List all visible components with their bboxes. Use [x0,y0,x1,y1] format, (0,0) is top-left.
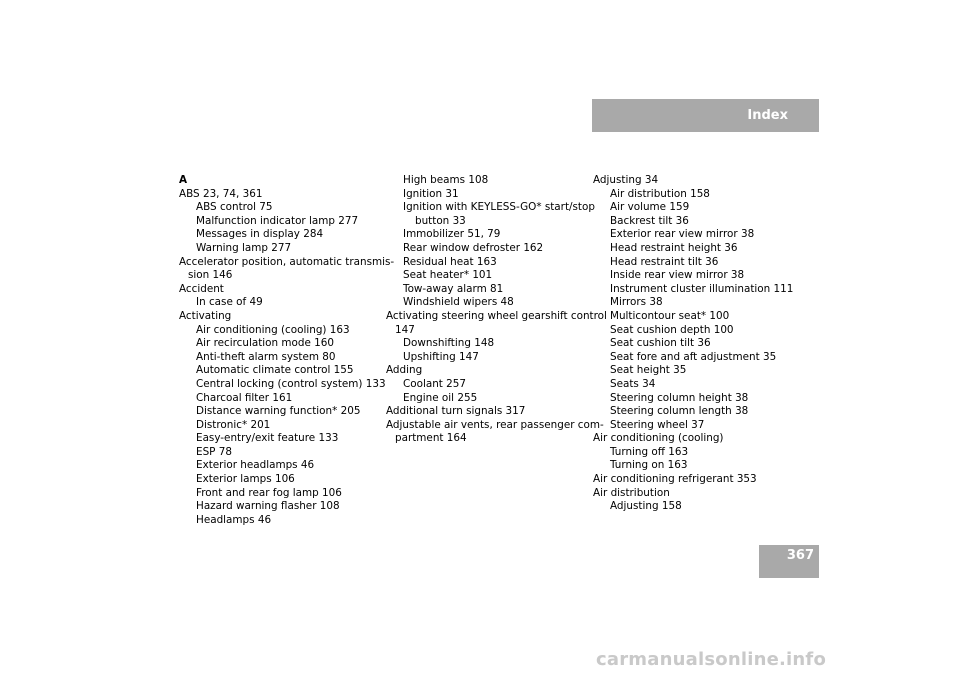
index-subentry: Mirrors 38 [610,296,663,309]
watermark: carmanualsonline.info [596,649,827,670]
index-subentry: Automatic climate control 155 [196,364,354,377]
index-subentry: Distronic* 201 [196,418,271,431]
index-column-3 [593,174,793,514]
index-entry: Activating [179,309,232,322]
index-subentry: Hazard warning flasher 108 [196,500,340,513]
index-subentry: Air volume 159 [610,201,690,214]
index-column-2 [386,174,607,446]
index-subentry: Warning lamp 277 [196,241,292,254]
index-entry: Adjustable air vents, rear passenger com- [386,418,604,431]
index-subentry: ABS control 75 [196,201,273,214]
index-subentry: Downshifting 148 [403,337,495,350]
index-subentry: Seat cushion depth 100 [610,323,734,336]
index-subentry: Exterior headlamps 46 [196,459,315,472]
index-entry-continuation: partment 164 [395,432,467,445]
index-subentry: Steering wheel 37 [610,418,705,431]
index-entry: Air conditioning refrigerant 353 [593,473,757,486]
header-tab [592,99,819,132]
index-subentry-continuation: button 33 [415,214,466,227]
index-subentry: Seat fore and aft adjustment 35 [610,350,777,363]
index-subentry: Charcoal filter 161 [196,391,293,404]
index-subentry: Anti-theft alarm system 80 [196,350,336,363]
index-subentry: Turning off 163 [610,445,689,458]
page-number: 367 [786,548,814,563]
index-subentry: Adjusting 158 [610,500,682,513]
index-subentry: Head restraint tilt 36 [610,255,719,268]
index-subentry: In case of 49 [196,296,263,309]
index-entry: Accident [179,282,224,295]
index-subentry: Multicontour seat* 100 [610,309,730,322]
page-number-tab [759,545,819,578]
index-subentry: High beams 108 [403,174,489,186]
index-subentry: Residual heat 163 [403,255,497,268]
index-subentry: Seat heater* 101 [403,269,493,282]
index-subentry: Tow-away alarm 81 [403,282,504,295]
index-subentry: Exterior rear view mirror 38 [610,228,755,241]
index-entry: Additional turn signals 317 [386,405,526,418]
section-letter: A [179,174,188,186]
index-subentry: Coolant 257 [403,377,467,390]
index-entry-continuation: 147 [395,323,415,336]
index-subentry: Seats 34 [610,377,656,390]
index-subentry: Rear window defroster 162 [403,241,544,254]
index-subentry: Air distribution 158 [610,187,710,200]
index-subentry: Air conditioning (cooling) 163 [196,323,350,336]
index-subentry: Front and rear fog lamp 106 [196,486,342,499]
index-subentry: Distance warning function* 205 [196,405,361,418]
index-subentry: Easy-entry/exit feature 133 [196,432,339,445]
index-subentry: Inside rear view mirror 38 [610,269,745,282]
index-subentry: Seat cushion tilt 36 [610,337,711,350]
index-subentry: Windshield wipers 48 [403,296,514,309]
index-subentry: ESP 78 [196,445,232,458]
index-subentry: Instrument cluster illumination 111 [610,282,794,295]
index-subentry: Steering column length 38 [610,405,749,418]
index-entry-continuation: sion 146 [188,269,233,282]
index-subentry: Air recirculation mode 160 [196,337,335,350]
index-entry: Activating steering wheel gearshift control [386,309,607,322]
index-subentry: Head restraint height 36 [610,241,738,254]
index-subentry: Seat height 35 [610,364,687,377]
index-subentry: Turning on 163 [610,459,688,472]
index-entry: Air distribution [593,486,670,499]
index-subentry: Central locking (control system) 133 [196,377,386,390]
index-subentry: Steering column height 38 [610,391,749,404]
index-subentry: Messages in display 284 [196,228,324,241]
index-column-1 [179,174,394,527]
index-subentry: Engine oil 255 [403,391,478,404]
index-subentry: Malfunction indicator lamp 277 [196,214,359,227]
index-entry: Accelerator position, automatic transmis- [179,255,395,268]
page-title: Index [747,108,788,123]
index-subentry: Immobilizer 51, 79 [403,228,501,241]
index-entry: Adding [386,364,423,377]
index-subentry: Headlamps 46 [196,513,272,526]
index-subentry: Ignition 31 [403,187,459,200]
index-entry: Adjusting 34 [593,174,659,186]
index-entry: Air conditioning (cooling) [593,432,724,445]
index-entry: ABS 23, 74, 361 [179,187,263,200]
index-subentry: Backrest tilt 36 [610,214,689,227]
index-subentry: Exterior lamps 106 [196,473,295,486]
index-subentry: Ignition with KEYLESS-GO* start/stop [403,201,595,214]
index-subentry: Upshifting 147 [403,350,479,363]
